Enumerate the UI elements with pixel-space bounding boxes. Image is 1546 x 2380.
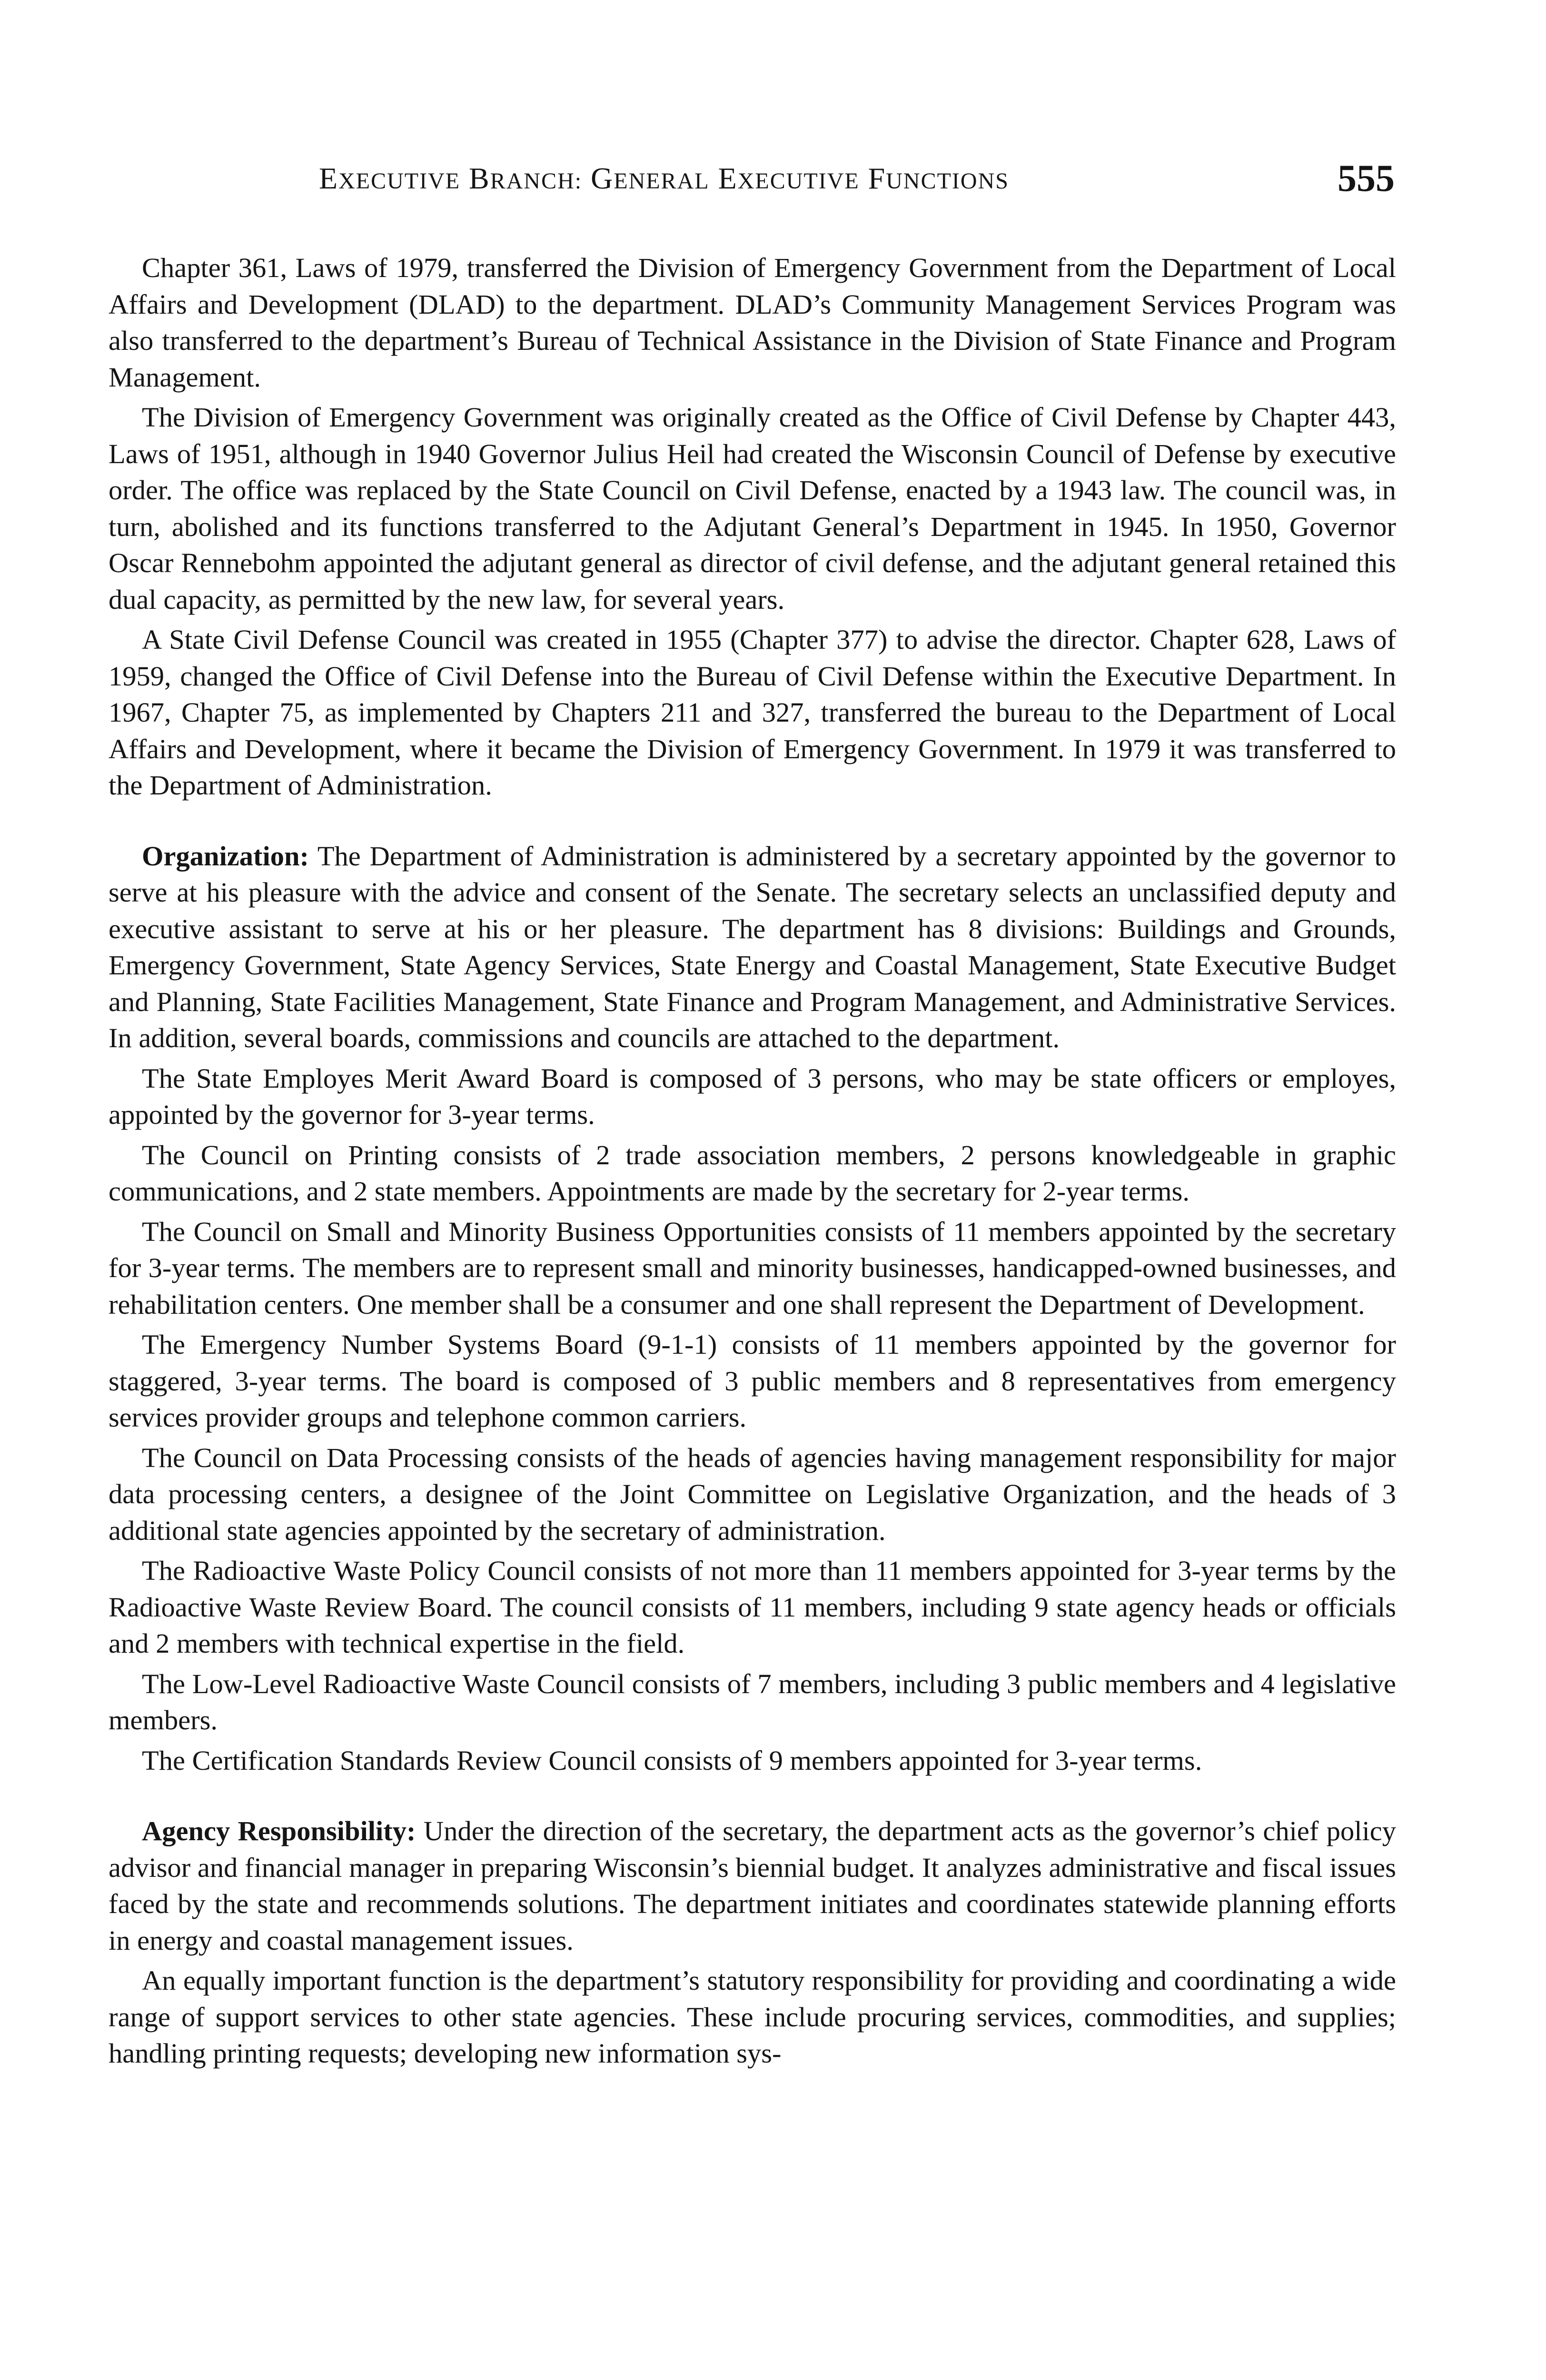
page-header xyxy=(319,158,1395,213)
section-heading: Agency Responsibility: xyxy=(142,1815,416,1846)
paragraph: Chapter 361, Laws of 1979, transferred the Division of Emergency Government from the Department of Local Affairs and Development (DLAD) to the department. DLAD’s Community Management Services Program was also transferred to the department’s Bureau of Technical Assistance in the Division of State Finance and Program Management. xyxy=(109,252,1396,393)
paragraph: A State Civil Defense Council was created in 1955 (Chapter 377) to advise the director. Chapter 628, Laws of 1959, changed the Office of Civil Defense into the Bureau of Civil Defense within the Executive Department. In 1967, Chapter 75, as implemented by Chapters 211 and 327, transferred the bureau to the Department of Local Affairs and Development, where it became the Division of Emergency Government. In 1979 it was transferred to the Department of Administration. xyxy=(109,624,1396,801)
paragraph: The Low-Level Radioactive Waste Council consists of 7 members, including 3 public members and 4 legislative members. xyxy=(109,1668,1396,1735)
paragraph-text: Under the direction of the secretary, the department acts as the governor’s chief policy advisor and financial manager in preparing Wisconsin’s biennial budget. It analyzes administrative and fiscal issues faced by the state and recommends solutions. The department initiates and coordinates statewide planning efforts in energy and coastal management issues. xyxy=(109,1815,1396,1956)
paragraph: The Radioactive Waste Policy Council consists of not more than 11 members appointed for 3-year terms by the Radioactive Waste Review Board. The council consists of 11 members, including 9 state agency heads or officials and 2 members with technical expertise in the field. xyxy=(109,1555,1396,1659)
running-head: EXECUTIVE BRANCH: GENERAL EXECUTIVE FUNCTIONS xyxy=(319,161,1009,195)
agency-responsibility-section xyxy=(109,1813,1396,2072)
paragraph: The Council on Data Processing consists of the heads of agencies having management responsibility for major data processing centers, a designee of the Joint Committee on Legislative Organization, and the heads of 3 additional state agencies appointed by the secretary of administration. xyxy=(109,1442,1396,1546)
history-section xyxy=(109,250,1396,804)
section-heading: Organization: xyxy=(142,840,309,872)
paragraph xyxy=(109,1813,1396,1959)
paragraph: The Certification Standards Review Council consists of 9 members appointed for 3-year terms. xyxy=(142,1745,1202,1776)
paragraph: The Council on Printing consists of 2 trade association members, 2 persons knowledgeable in graphic communications, and 2 state members. Appointments are made by the secretary for 2-year terms. xyxy=(109,1139,1396,1207)
page-body xyxy=(109,250,1396,2072)
paragraph: The Council on Small and Minority Business Opportunities consists of 11 members appointed by the secretary for 3-year terms. The members are to represent small and minority businesses, handicapped-owned businesses, and rehabilitation centers. One member shall be a consumer and one shall represent the Department of Development. xyxy=(109,1216,1396,1320)
organization-section xyxy=(109,838,1396,1779)
paragraph-text: The Department of Administration is administered by a secretary appointed by the governor to serve at his pleasure with the advice and consent of the Senate. The secretary selects an unclassified deputy and executive assistant to serve at his or her pleasure. The department has 8 divisions: Buildings and Grounds, Emergency Government, State Agency Services, State Energy and Coastal Management, State Executive Budget and Planning, State Facilities Management, State Finance and Program Management, and Administrative Services. In addition, several boards, commissions and councils are attached to the department. xyxy=(109,840,1396,1053)
paragraph: The State Employes Merit Award Board is composed of 3 persons, who may be state officers or employes, appointed by the governor for 3-year terms. xyxy=(109,1062,1396,1130)
page-number: 555 xyxy=(1338,158,1395,199)
paragraph: The Division of Emergency Government was originally created as the Office of Civil Defense by Chapter 443, Laws of 1951, although in 1940 Governor Julius Heil had created the Wisconsin Council of Defense by executive order. The office was replaced by the State Council on Civil Defense, enacted by a 1943 law. The council was, in turn, abolished and its functions transferred to the Adjutant General’s Department in 1945. In 1950, Governor Oscar Rennebohm appointed the adjutant general as director of civil defense, and the adjutant general retained this dual capacity, as permitted by the new law, for several years. xyxy=(109,402,1396,615)
paragraph: An equally important function is the department’s statutory responsibility for providing and coordinating a wide range of support services to other state agencies. These include procuring services, commodities, and supplies; handling printing requests; developing new information sys- xyxy=(109,1965,1396,2069)
paragraph: The Emergency Number Systems Board (9-1-1) consists of 11 members appointed by the governor for staggered, 3-year terms. The board is composed of 3 public members and 8 representatives from emergency services provider groups and telephone common carriers. xyxy=(109,1329,1396,1433)
paragraph xyxy=(109,838,1396,1057)
